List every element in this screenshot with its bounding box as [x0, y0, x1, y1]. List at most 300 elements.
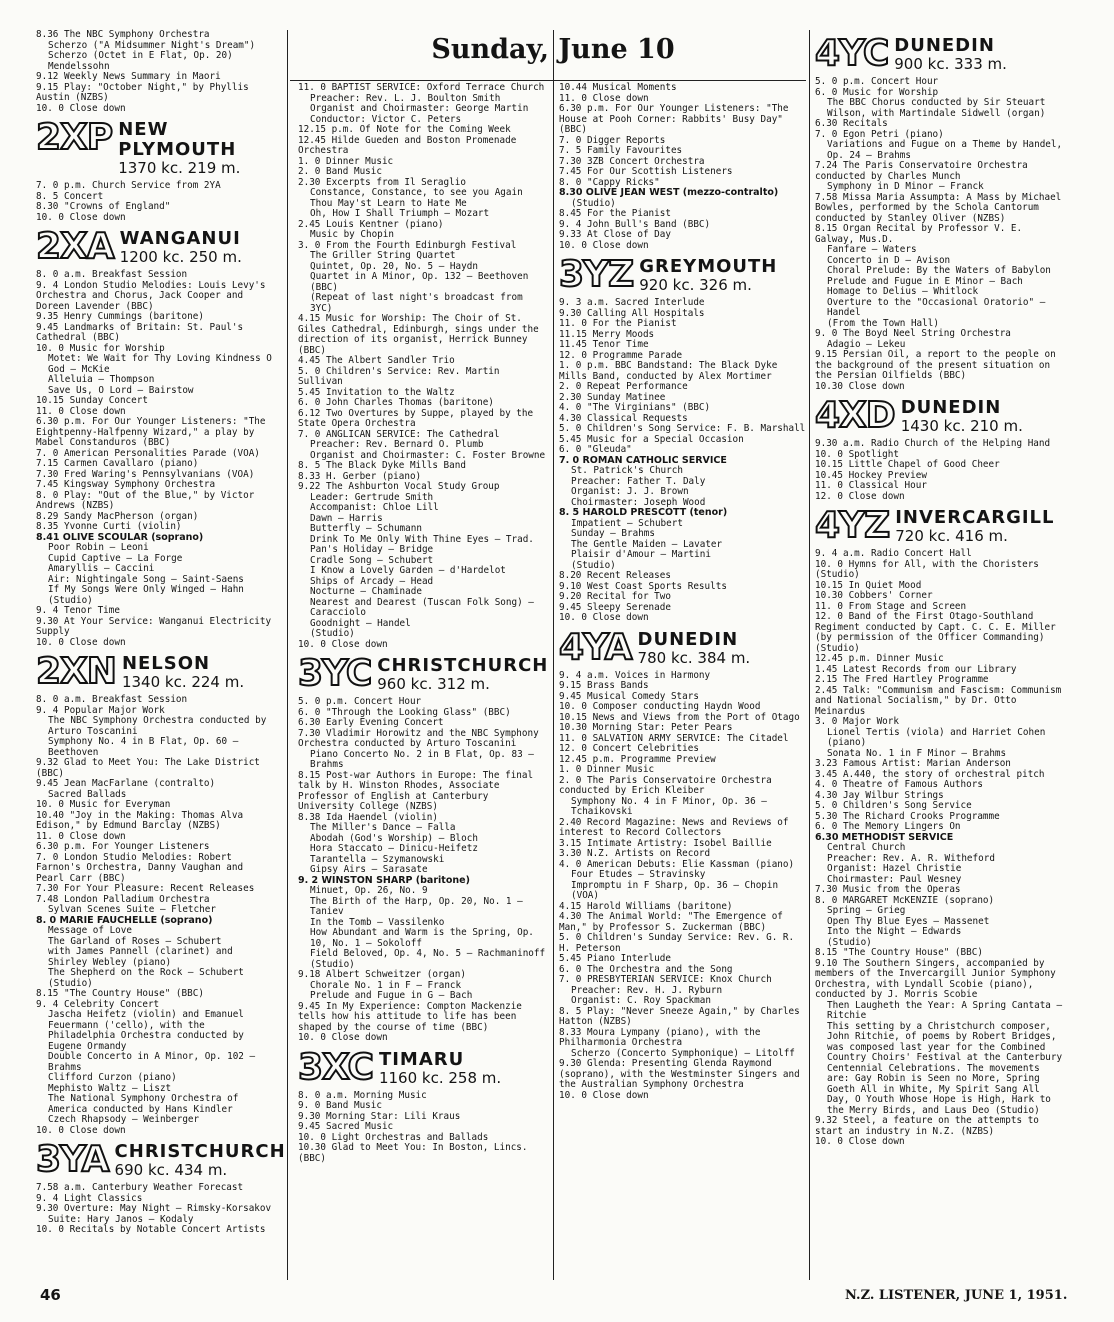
program-line: Adagio — Lekeu — [827, 338, 906, 350]
program-line: Choirmaster: Joseph Wood — [571, 496, 706, 508]
program-line: 4.30 Classical Requests — [559, 412, 688, 424]
program-line: 12.45 Hilde Gueden and Boston Promenade Orchestra — [298, 134, 517, 156]
station-callsign: 4XD — [815, 395, 895, 436]
column-rule-3 — [809, 30, 810, 1280]
program-line: This setting by a Christchurch composer, John Ritchie, of poems by Robert Bridges, was composed last year for the Combined Country Choirs' Festival at the Canterbury Centennial Celebrations. The movements are: Gay Robin is Seen no More, Spring Goeth All in White, My Spirit Sang All Day, O Youth Whose Hope is High, Hark to the Merry Birds, and Laus Deo (Studio) — [827, 1020, 1063, 1116]
program-line: Chorale No. 1 in F — Franck — [310, 979, 462, 991]
program-line: 1. 0 p.m. BBC Bandstand: The Black Dyke Mills Band, conducted by Alex Mortimer — [559, 360, 778, 382]
program-line: 2.30 Excerpts from Il Seraglio — [298, 176, 466, 188]
program-line: Organist: J. J. Brown — [571, 486, 689, 497]
program-line: Prelude and Fugue in G — Bach — [310, 990, 473, 1001]
station-city: CHRISTCHURCH — [114, 1141, 286, 1162]
program-line: 3. 0 Major Work — [815, 716, 899, 727]
column-4 — [815, 30, 1065, 1148]
program-line: 10.15 Sunday Concert — [36, 395, 148, 406]
program-line: 10. 0 Close down — [559, 239, 649, 251]
program-line: 7. 0 London Studio Melodies: Robert Farnon's Orchestra, Danny Vaughan and Pearl Carr (BBC) — [36, 851, 244, 884]
program-line: 8. 5 Concert — [36, 190, 104, 202]
program-line: St. Patrick's Church — [571, 465, 683, 476]
station-frequency: 1340 kc. 224 m. — [121, 673, 245, 691]
program-line: 8.30 "Crowns of England" — [36, 201, 171, 212]
program-line: Quartet in A Minor, Op. 132 — Beethoven — [310, 271, 529, 282]
program-line: 7.45 Kingsway Symphony Orchestra — [36, 479, 216, 490]
program-line: 12.45 p.m. Dinner Music — [815, 653, 944, 664]
program-line: 9.30 Glenda: Presenting Glenda Raymond (soprano), with the Westminster Singers and the Australian Symphony Orchestra — [559, 1058, 800, 1090]
station-frequency: 1160 kc. 258 m. — [378, 1068, 502, 1087]
program-line: 5. 0 Children's Service: Rev. Martin Sullivan — [298, 365, 500, 387]
program-line: 11. 0 Close down — [559, 92, 649, 104]
program-line: If My Songs Were Only Winged — Hahn — [48, 584, 244, 595]
program-line: 5.30 The Richard Crooks Programme — [815, 810, 1000, 822]
program-line: Constance, Constance, to see you Again — [310, 187, 523, 198]
program-line: 10.30 Close down — [815, 380, 905, 392]
program-line: Clifford Curzon (piano) — [48, 1072, 177, 1083]
program-line: The Gentle Maiden — Lavater — [571, 538, 723, 550]
station-callsign: 3XC — [298, 1046, 373, 1088]
program-line: 12.45 p.m. Programme Preview — [559, 753, 716, 765]
station-callsign: 2XN — [36, 651, 116, 692]
program-list-4yz — [815, 549, 1065, 1148]
program-line: Nearest and Dearest (Tuscan Folk Song) — Caracciolo — [310, 596, 534, 618]
program-line: 10. 0 Music for Worship — [36, 342, 165, 354]
program-line: (Repeat of last night's broadcast from 3YC) — [310, 292, 523, 314]
station-city: DUNEDIN — [900, 397, 1002, 418]
program-line: 6.30 p.m. For Our Younger Listeners: "The Eightpenny-Halfpenny Wizard," a play by Mabel Constanduros (BBC) — [36, 416, 266, 448]
program-line: 8.15 Organ Recital by Professor V. E. Galway, Mus.D. — [815, 223, 1023, 245]
station-city: GREYMOUTH — [639, 256, 778, 277]
program-line: Homage to Delius — Whitlock — [827, 286, 979, 297]
program-line: 10.15 In Quiet Mood — [815, 579, 922, 591]
program-line: 1. 0 Dinner Music — [298, 155, 394, 167]
program-line: 8.36 The NBC Symphony Orchestra — [36, 29, 210, 40]
station-city: NELSON — [121, 653, 211, 674]
program-line: 9.30 Morning Star: Lili Kraus — [298, 1110, 461, 1122]
program-line: 5. 0 p.m. Concert Hour — [815, 76, 939, 87]
station-frequency: 900 kc. 333 m. — [894, 55, 1007, 73]
program-line: 6. 0 "Gleuda" — [559, 444, 632, 455]
program-line: Amaryllis — Caccini — [48, 563, 155, 574]
program-line: 9.45 Musical Comedy Stars — [559, 690, 699, 702]
program-line: 9. 4 Light Classics — [36, 1192, 143, 1204]
program-line: 9.30 a.m. Radio Church of the Helping Hand — [815, 438, 1051, 449]
program-line: 4.30 Jay Wilbur Strings — [815, 789, 944, 801]
program-line: 5. 0 Children's Song Service: F. B. Marshall — [559, 423, 806, 434]
program-line: 4. 0 Theatre of Famous Authors — [815, 779, 983, 790]
program-line: 8.15 "The Country House" (BBC) — [36, 988, 204, 999]
column-rule-2 — [553, 30, 554, 1280]
program-line: 6. 0 The Orchestra and the Song — [559, 963, 733, 975]
station-header-2xa — [36, 226, 272, 267]
station-frequency: 780 kc. 384 m. — [637, 648, 751, 667]
program-line: 10. 0 Close down — [559, 1089, 649, 1101]
program-line: Mendelssohn — [48, 60, 110, 72]
station-frequency: 690 kc. 434 m. — [114, 1161, 228, 1179]
intro-list — [36, 30, 272, 114]
station-header-4xd — [815, 395, 1065, 436]
program-line: 9.22 The Ashburton Vocal Study Group — [298, 481, 500, 492]
station-frequency: 960 kc. 312 m. — [377, 675, 490, 693]
program-line: 6. 0 John Charles Thomas (baritone) — [298, 397, 494, 408]
program-line: 7. 0 PRESBYTERIAN SERVICE: Knox Church — [559, 974, 772, 985]
program-line: 3.30 N.Z. Artists on Record — [559, 848, 711, 859]
program-line: Symphony No. 4 in F Minor, Op. 36 — Tchaikovski — [571, 795, 767, 817]
program-line: The National Symphony Orchestra of America conducted by Hans Kindler — [48, 1093, 239, 1115]
program-line: 9.45 Landmarks of Britain: St. Paul's Cathedral (BBC) — [36, 321, 244, 343]
program-line: 10.30 Morning Star: Peter Pears — [559, 722, 733, 733]
program-line: Oh, How I Shall Triumph — Mozart — [310, 208, 490, 219]
program-line: 8.33 H. Gerber (piano) — [298, 470, 422, 482]
program-line: Spring — Grieg — [827, 905, 906, 916]
program-line: 10. 0 Close down — [559, 612, 649, 623]
program-line: 6.30 METHODIST SERVICE — [815, 831, 954, 843]
program-line: 8.45 For the Pianist — [559, 208, 671, 219]
program-line: 2.30 Sunday Matinee — [559, 391, 666, 403]
program-line: 6. 0 The Memory Lingers On — [815, 821, 961, 832]
column-3 — [559, 83, 809, 1101]
program-line: Dawn — Harris — [310, 512, 383, 524]
program-line: Scherzo ("A Midsummer Night's Dream") — [48, 39, 256, 51]
program-line: Concerto in D — Avison — [827, 254, 951, 266]
program-line: Impromptu in F Sharp, Op. 36 — Chopin — [571, 879, 779, 891]
program-line: Preacher: Father T. Daly — [571, 475, 706, 487]
program-line: 11. 0 SALVATION ARMY SERVICE: The Citadel — [559, 732, 789, 744]
station-frequency: 720 kc. 416 m. — [895, 527, 1008, 545]
program-line: The BBC Chorus conducted by Sir Steuart Wilson, with Martindale Sidwell (organ) — [827, 97, 1046, 119]
program-line: 10. 0 Close down — [298, 1032, 388, 1043]
program-line: 11. 0 Close down — [36, 405, 126, 417]
program-line: The Griller String Quartet — [310, 250, 456, 261]
program-line: Central Church — [827, 842, 906, 853]
program-line: Suite: Hary Janos — Kodaly — [48, 1213, 194, 1225]
program-line: 2.45 Talk: "Communism and Fascism: Communism and National Socialism," by Dr. Otto Meinardus — [815, 684, 1062, 717]
program-line: Alleluia — Thompson — [48, 374, 155, 385]
program-line: 5. 0 Children's Song Service — [815, 800, 972, 811]
program-line: 9.35 Henry Cummings (baritone) — [36, 311, 204, 322]
program-line: (BBC) — [310, 281, 338, 293]
program-line: 8. 0 a.m. Breakfast Session — [36, 269, 188, 280]
station-frequency: 920 kc. 326 m. — [639, 276, 752, 294]
program-line: The Shepherd on the Rock — Schubert — [48, 967, 244, 978]
program-line: Choral Prelude: By the Waters of Babylon — [827, 265, 1051, 276]
program-line: 9. 4 Popular Major Work — [36, 704, 165, 716]
program-line: 7.30 Vladimir Horowitz and the NBC Symphony Orchestra conducted by Arturo Toscanini — [298, 727, 539, 749]
program-list-3yz — [559, 298, 809, 624]
program-line: 9.15 Persian Oil, a report to the people on the background of the present situation on the Persian Oilfields (BBC) — [815, 349, 1056, 381]
program-line: 5. 0 p.m. Concert Hour — [298, 696, 422, 707]
program-line: (Studio) — [310, 628, 355, 639]
program-line: Preacher: Rev. A. R. Witheford — [827, 852, 995, 864]
program-line: Organist and Choirmaster: C. Foster Browne — [310, 449, 546, 461]
program-line: Variations and Fugue on a Theme by Handel, Op. 24 — Brahms — [827, 139, 1063, 161]
program-line: Four Etudes — Stravinsky — [571, 869, 706, 880]
program-line: 8.38 Ida Haendel (violin) — [298, 811, 438, 823]
program-line: 4.15 Harold Williams (baritone) — [559, 900, 733, 912]
program-line: 10. 0 Recitals by Notable Concert Artists — [36, 1224, 266, 1235]
program-line: 7. 0 ANGLICAN SERVICE: The Cathedral — [298, 428, 500, 440]
program-line: 9. 4 London Studio Melodies: Louis Levy's Orchestra and Chorus, Jack Cooper and Doreen Lavender (BBC) — [36, 279, 266, 312]
program-list-3ya — [36, 1183, 272, 1236]
program-line: 7.30 Music from the Operas — [815, 884, 961, 895]
program-line: 10. 0 Close down — [815, 1136, 905, 1147]
station-frequency: 1200 kc. 250 m. — [119, 248, 242, 266]
program-line: Cupid Captive — La Forge — [48, 552, 183, 564]
program-line: 9. 4 John Bull's Band (BBC) — [559, 218, 711, 230]
program-line: (Studio) — [571, 559, 616, 571]
program-line: 9.33 At Close of Day — [559, 229, 671, 240]
program-list-2xn — [36, 695, 272, 1136]
column-1 — [36, 29, 286, 1236]
program-line: 11.45 Tenor Time — [559, 339, 649, 350]
program-line: 3.45 A.440, the story of orchestral pitch — [815, 768, 1045, 780]
station-callsign: 2XP — [36, 117, 113, 158]
station-header-4yc — [815, 33, 1065, 74]
program-line: 9. 3 a.m. Sacred Interlude — [559, 297, 705, 308]
program-line: 10. 0 Close down — [36, 636, 126, 648]
program-line: 10. 0 Composer conducting Haydn Wood — [559, 701, 761, 712]
program-line: Poor Robin — Leoni — [48, 542, 149, 553]
station-callsign: 3YA — [36, 1139, 109, 1180]
headline-rule — [290, 80, 806, 81]
program-line: 6.30 Early Evening Concert — [298, 717, 444, 728]
program-line: 6.30 p.m. For Younger Listeners — [36, 841, 210, 852]
program-line: Save Us, O Lord — Bairstow — [48, 384, 194, 396]
program-line: Field Beloved, Op. 4, No. 5 — Rachmaninoff — [310, 948, 546, 959]
station-header-3yc — [298, 653, 549, 694]
program-line: 8. 0 Play: "Out of the Blue," by Victor Andrews (NZBS) — [36, 489, 255, 511]
station-city: TIMARU — [378, 1048, 465, 1070]
program-line: 3.15 Intimate Artistry: Isobel Baillie — [559, 837, 772, 849]
program-line: Minuet, Op. 26, No. 9 — [310, 885, 428, 896]
program-line: 8.41 OLIVE SCOULAR (soprano) — [36, 531, 204, 543]
program-line: 7. 0 p.m. Church Service from 2YA — [36, 180, 221, 191]
program-line: (Studio) — [48, 594, 93, 606]
program-line: Scherzo (Octet in E Flat, Op. 20) — [48, 50, 233, 61]
program-line: Then Laugheth the Year: A Spring Cantata — Ritchie — [827, 999, 1063, 1021]
page-headline: Sunday, June 10 — [431, 34, 675, 65]
program-line: 10. 0 Close down — [36, 1124, 126, 1136]
station-header-4ya — [559, 626, 809, 668]
program-line: Motet: We Wait for Thy Loving Kindness O God — McKie — [48, 353, 272, 375]
station-city: CHRISTCHURCH — [377, 655, 549, 676]
program-line: Double Concerto in A Minor, Op. 102 — Brahms — [48, 1051, 256, 1073]
program-line: 7. 0 Egon Petri (piano) — [815, 128, 944, 140]
program-line: 3.23 Famous Artist: Marian Anderson — [815, 758, 1011, 769]
station-city: WANGANUI — [119, 228, 241, 249]
station-callsign: 3YC — [298, 653, 372, 694]
program-line: 7.24 The Paris Conservatoire Orchestra conducted by Charles Munch — [815, 160, 1028, 182]
program-line: 7.58 Missa Maria Assumpta: A Mass by Michael Bowles, performed by the Schola Cantorum conducted by Stanley Oliver (NZBS) — [815, 191, 1062, 224]
program-list-3xc — [298, 1091, 548, 1165]
program-line: 7.15 Carmen Cavallaro (piano) — [36, 458, 199, 469]
program-line: 7.30 3ZB Concert Orchestra — [559, 155, 705, 167]
program-line: (Studio) — [571, 197, 616, 209]
program-line: Overture to the "Occasional Oratorio" — Handel — [827, 296, 1046, 318]
page-number: 46 — [40, 1286, 61, 1304]
program-line: 7.58 a.m. Canterbury Weather Forecast — [36, 1182, 244, 1193]
program-line: 10.30 Cobbers' Corner — [815, 590, 933, 601]
program-line: 8. 0 "Cappy Ricks" — [559, 176, 660, 188]
program-line: 4.45 The Albert Sandler Trio — [298, 355, 455, 366]
program-line: The Birth of the Harp, Op. 20, No. 1 — Taniev — [310, 895, 523, 917]
program-line: (Studio) — [827, 936, 872, 948]
program-line: 8. 0 a.m. Breakfast Session — [36, 694, 188, 705]
program-line: Hora Staccato — Dinicu-Heifetz — [310, 843, 478, 854]
program-line: 10.40 "Joy in the Making: Thomas Alva Edison," by Edmund Barclay (NZBS) — [36, 809, 244, 831]
program-line: 11. 0 From Stage and Screen — [815, 600, 967, 612]
station-callsign: 4YC — [815, 33, 889, 74]
station-header-2xn — [36, 651, 272, 692]
program-line: In the Tomb — Vassilenko — [310, 916, 445, 928]
program-line: 8. 5 HAROLD PRESCOTT (tenor) — [559, 507, 728, 518]
program-line: 10. 0 Music for Everyman — [36, 799, 171, 810]
program-line: 9.10 West Coast Sports Results — [559, 580, 727, 592]
program-line: 9.15 Play: "October Night," by Phyllis Austin (NZBS) — [36, 81, 249, 103]
program-line: 11. 0 Close down — [36, 830, 126, 842]
program-line: Impatient — Schubert — [571, 517, 683, 529]
program-line: 10. 0 Close down — [36, 211, 126, 223]
program-line: 8.35 Yvonne Curti (violin) — [36, 521, 182, 532]
program-line: 9. 0 The Boyd Neel String Orchestra — [815, 328, 1011, 339]
program-line: Symphony No. 4 in B Flat, Op. 60 — Beethoven — [48, 736, 239, 758]
program-line: Choirmaster: Paul Wesney — [827, 873, 962, 885]
program-line: Air: Nightingale Song — Saint-Saens — [48, 573, 244, 585]
column-rule-1 — [287, 30, 288, 1280]
station-header-2xp — [36, 117, 272, 177]
program-line: 2.15 The Fred Hartley Programme — [815, 674, 989, 685]
program-list-4yc — [815, 77, 1065, 392]
program-list-3ya-cont — [298, 83, 548, 650]
program-line: 2.40 Record Magazine: News and Reviews of interest to Record Collectors — [559, 816, 789, 838]
program-line: 2.45 Louis Kentner (piano) — [298, 218, 444, 230]
program-line: 6. 0 "Through the Looking Glass" (BBC) — [298, 706, 511, 718]
program-line: Prelude and Fugue in E Minor — Bach — [827, 275, 1023, 287]
program-line: Sacred Ballads — [48, 788, 127, 800]
program-line: 3. 0 From the Fourth Edinburgh Festival — [298, 239, 517, 251]
program-line: 5.45 Invitation to the Waltz — [298, 386, 455, 398]
program-line: Quintet, Op. 20, No. 5 — Haydn — [310, 260, 478, 272]
program-line: 2. 0 The Paris Conservatoire Orchestra conducted by Erich Kleiber — [559, 774, 772, 796]
program-line: 9. 2 WINSTON SHARP (baritone) — [298, 874, 470, 886]
program-line: 10.44 Musical Moments — [559, 82, 677, 93]
program-line: 10.15 News and Views from the Port of Otago — [559, 711, 800, 723]
program-line: 10. 0 Hymns for All, with the Choristers (Studio) — [815, 558, 1039, 580]
program-line: 6. 0 Music for Worship — [815, 86, 939, 98]
program-line: 8. 0 a.m. Morning Music — [298, 1089, 427, 1101]
program-line: 9.32 Glad to Meet You: The Lake District (BBC) — [36, 757, 260, 779]
program-line: 9. 4 a.m. Voices in Harmony — [559, 669, 711, 681]
program-line: Symphony in D Minor — Franck — [827, 181, 984, 192]
program-line: 6.12 Two Overtures by Suppe, played by the State Opera Orchestra — [298, 407, 534, 429]
program-line: 9.30 Calling All Hospitals — [559, 307, 705, 319]
station-callsign: 2XA — [36, 226, 114, 267]
program-line: 12. 0 Concert Celebrities — [559, 743, 699, 754]
program-line: Scherzo (Concerto Symphonique) — Litolff — [571, 1047, 795, 1059]
program-list-3yc — [298, 697, 548, 1044]
program-line: Into the Night — Edwards — [827, 926, 962, 937]
program-line: Leader: Gertrude Smith — [310, 491, 434, 503]
program-line: 1.45 Latest Records from our Library — [815, 663, 1017, 675]
program-line: 2. 0 Repeat Performance — [559, 381, 688, 392]
program-line: 9.30 At Your Service: Wanganui Electricity Supply — [36, 615, 272, 637]
program-line: 8. 0 MARGARET McKENZIE (soprano) — [815, 894, 995, 906]
program-line: Thou May'st Learn to Hate Me — [310, 197, 467, 209]
program-line: 7.30 Fred Waring's Pennsylvanians (VOA) — [36, 468, 255, 480]
program-line: 4. 0 American Debuts: Elie Kassman (piano) — [559, 858, 795, 870]
program-line: Message of Love — [48, 925, 132, 936]
program-line: 8. 5 The Black Dyke Mills Band — [298, 460, 466, 471]
program-line: 11. 0 For the Pianist — [559, 318, 677, 329]
program-line: 8. 0 MARIE FAUCHELLE (soprano) — [36, 914, 213, 926]
program-line: 5.45 Music for a Special Occasion — [559, 433, 744, 445]
program-line: 7. 0 Digger Reports — [559, 134, 666, 146]
program-line: 8.29 Sandy MacPherson (organ) — [36, 510, 199, 522]
program-line: 12.15 p.m. Of Note for the Coming Week — [298, 124, 511, 135]
program-line: Tarantella — Szymanowski — [310, 853, 445, 865]
program-line: 8.33 Moura Lympany (piano), with the Philharmonia Orchestra — [559, 1026, 761, 1048]
program-line: 9.10 The Southern Singers, accompanied by members of the Invercargill Junior Symphony Orchestra, with Lyndall Scobie (piano), conducted by J. Morris Scobie — [815, 957, 1056, 1000]
program-line: 4.30 The Animal World: "The Emergence of Man," by Professor S. Zuckerman (BBC) — [559, 911, 783, 933]
program-line: Ships of Arcady — Head — [310, 575, 434, 587]
station-frequency: 1370 kc. 219 m. — [118, 159, 241, 177]
program-line: Jascha Heifetz (violin) and Emanuel Feuermann ('cello), with the Philadelphia Orchestra conducted by Eugene Ormandy — [48, 1009, 244, 1052]
station-city: NEW PLYMOUTH — [118, 119, 237, 160]
program-line: Abodah (God's Worship) — Bloch — [310, 832, 478, 844]
program-line: (Studio) — [310, 958, 355, 970]
program-line: 10.30 Glad to Meet You: In Boston, Lincs. (BBC) — [298, 1142, 528, 1164]
program-line: 9.18 Albert Schweitzer (organ) — [298, 969, 466, 980]
program-line: 8.15 Post-war Authors in Europe: The final talk by H. Winston Rhodes, Associate Professor of English at Canterbury University College (NZBS) — [298, 769, 534, 812]
program-line: Piano Concerto No. 2 in B Flat, Op. 83 — Brahms — [310, 748, 534, 770]
program-line: The Miller's Dance — Falla — [310, 822, 456, 833]
program-line: 6.30 p.m. For Our Younger Listeners: "The House at Pooh Corner: Rabbits' Busy Day" (BBC) — [559, 103, 789, 135]
program-line: 9.45 Sacred Music — [298, 1121, 394, 1132]
station-city: DUNEDIN — [894, 35, 995, 56]
program-line: Organist: Hazel Christie — [827, 863, 962, 874]
program-line: The Garland of Roses — Schubert — [48, 935, 222, 947]
program-line: with James Pannell (clarinet) and Shirley Webley (piano) — [48, 946, 233, 968]
station-callsign: 4YA — [559, 626, 632, 668]
program-line: 7. 0 ROMAN CATHOLIC SERVICE — [559, 454, 727, 466]
program-line: Fanfare — Waters — [827, 244, 917, 255]
program-line: Sunday — Brahms — [571, 528, 655, 539]
program-line: Preacher: Rev. H. J. Ryburn — [571, 984, 723, 996]
program-line: Music by Chopin — [310, 229, 394, 240]
program-line: 12. 0 Close down — [815, 490, 905, 502]
station-callsign: 4YZ — [815, 505, 890, 546]
program-line: 7. 5 Family Favourites — [559, 145, 683, 156]
program-line: 4.15 Music for Worship: The Choir of St. Giles Cathedral, Edinburgh, sings under the direction of its organist, Herrick Bunney (BBC) — [298, 313, 539, 356]
program-line: Pan's Holiday — Bridge — [310, 544, 434, 555]
program-line: Nocturne — Chaminade — [310, 586, 422, 597]
program-line: 9.32 Steel, a feature on the attempts to start an industry in N.Z. (NZBS) — [815, 1115, 1039, 1137]
program-line: Lionel Tertis (viola) and Harriet Cohen (piano) — [827, 726, 1046, 748]
station-header-3ya — [36, 1139, 286, 1180]
program-line: Preacher: Rev. L. J. Boulton Smith — [310, 92, 501, 104]
program-line: Open Thy Blue Eyes — Massenet — [827, 915, 990, 927]
program-list-4xd — [815, 439, 1065, 502]
station-header-4yz — [815, 505, 1065, 546]
program-line: 7. 0 American Personalities Parade (VOA) — [36, 447, 260, 459]
program-line: 11. 0 Classical Hour — [815, 480, 927, 491]
program-list-4ya — [559, 671, 809, 1102]
program-list-2xa — [36, 270, 272, 648]
station-city: INVERCARGILL — [895, 507, 1055, 528]
program-line: Goodnight — Handel — [310, 617, 411, 629]
program-line: 10.45 Hockey Preview — [815, 469, 927, 481]
station-header-3yz — [559, 254, 809, 295]
program-line: 8. 5 Play: "Never Sneeze Again," by Charles Hatton (NZBS) — [559, 1005, 800, 1027]
program-line: 12. 0 Programme Parade — [559, 349, 683, 361]
